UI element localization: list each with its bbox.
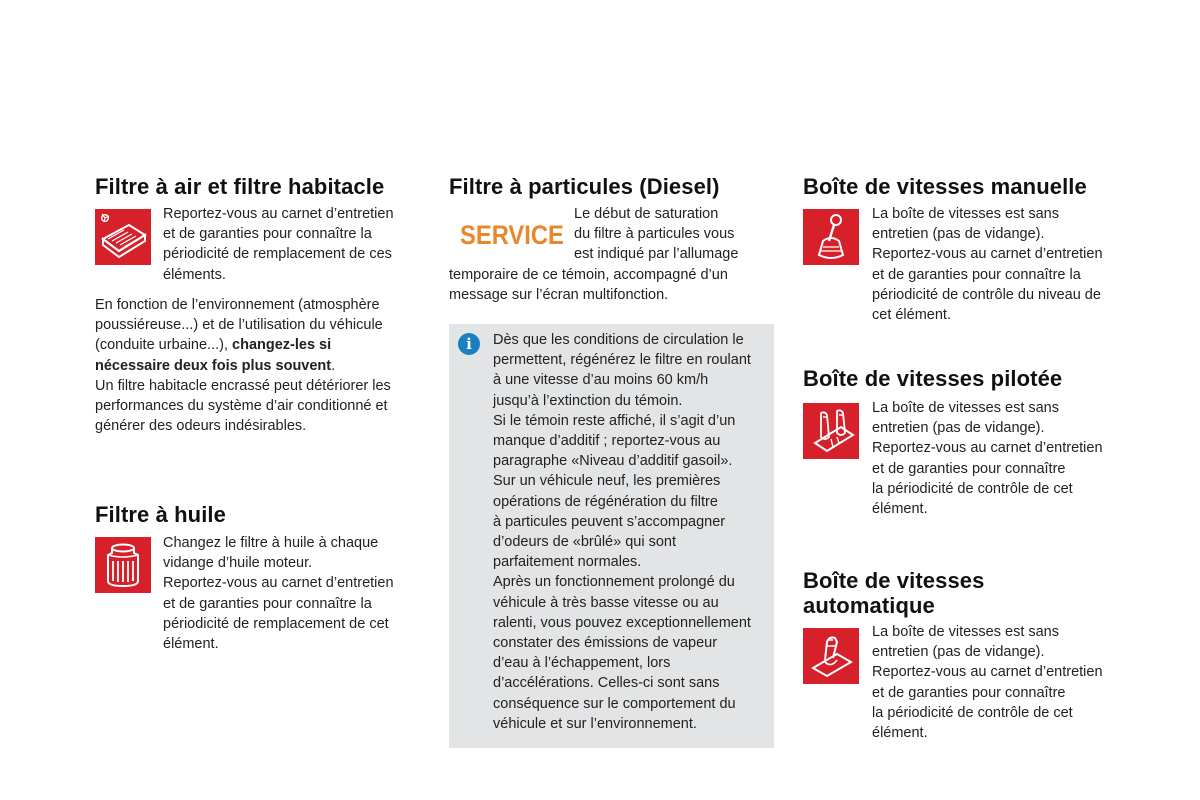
automatic-gearbox-icon [803,628,859,684]
text-line: poussiéreuse...) et de l’utilisation du véhicule [95,317,383,334]
text-line: élément. [872,725,928,742]
text-line: Changez le filtre à huile à chaque [163,535,379,551]
particle-filter-side-text [574,204,738,265]
title-line: automatique [803,593,935,618]
text-line: cet élément. [872,307,951,324]
text-line: Si le témoin reste affiché, il s’agit d’un [493,412,736,429]
text-line: Reportez-vous au carnet d’entretien [163,575,394,592]
air-filter-text [163,204,394,285]
text-line: Le début de saturation [574,206,719,222]
text-line: manque d’additif ; reportez-vous au [493,433,721,450]
text-line: entretien (pas de vidange). [872,420,1045,437]
piloted-gearbox-text [872,398,1103,519]
text-line: Dès que les conditions de circulation le [493,332,744,348]
text-line: et de garanties pour connaître la [163,595,372,612]
air-filter-icon [95,209,151,265]
text-line [95,356,391,376]
emphasis-text: nécessaire deux fois plus souvent [95,357,332,374]
service-warning-label: SERVICE [460,220,564,250]
text-line: Reportez-vous au carnet d’entretien [872,664,1103,681]
text-line: constater des émissions de vapeur [493,635,718,652]
text-line: La boîte de vitesses est sans [872,206,1059,222]
text-line: la périodicité de contrôle de cet [872,480,1073,497]
text-line: la périodicité de contrôle de cet [872,704,1073,721]
text-line: périodicité de remplacement de cet [163,615,389,632]
text-line: vidange d’huile moteur. [163,555,313,572]
text-line: d’eau à l’échappement, lors [493,655,671,672]
section-title-particle-filter: Filtre à particules (Diesel) [449,174,720,199]
text-line: à particules peuvent s’accompagner [493,513,726,530]
text-line: véhicule et sur l’environnement. [493,715,697,732]
text-line: Reportez-vous au carnet d’entretien [163,206,394,222]
oil-filter-text [163,533,394,654]
oil-filter-icon [95,537,151,593]
text-line: La boîte de vitesses est sans [872,400,1059,416]
section-title-automatic-gearbox [803,568,984,618]
text-line: élément. [872,501,928,518]
text-line: permettent, régénérez le filtre en roulant [493,352,751,369]
air-filter-paragraph [95,295,391,436]
particle-filter-text [449,265,728,305]
text-span: (conduite urbaine...), [95,337,233,354]
text-line: Reportez-vous au carnet d’entretien [872,246,1103,263]
text-line: et de garanties pour connaître [872,684,1066,701]
text-line: performances du système d’air conditionné et [95,398,388,415]
section-title-piloted-gearbox: Boîte de vitesses pilotée [803,366,1063,391]
text-line: jusqu’à l’extinction du témoin. [493,392,683,409]
manual-gearbox-text [872,204,1103,325]
text-line: d’odeurs de «brûlé» qui sont [493,534,676,551]
text-line: paragraphe «Niveau d’additif gasoil». [493,453,733,470]
text-line: conséquence sur le comportement du [493,695,736,712]
text-line: message sur l’écran multifonction. [449,287,669,304]
text-line: d’accélérations. Celles-ci sont sans [493,675,720,692]
info-icon: i [458,333,480,355]
text-line: et de garanties pour connaître la [163,226,372,243]
piloted-gearbox-icon [803,403,859,459]
text-line: générer des odeurs indésirables. [95,418,307,435]
text-line: entretien (pas de vidange). [872,226,1045,243]
emphasis-text: changez-les si [232,337,332,354]
text-line [95,335,391,355]
text-line: En fonction de l’environnement (atmosphère [95,297,380,313]
text-line: et de garanties pour connaître [872,460,1066,477]
text-line: Un filtre habitacle encrassé peut détériorer les [95,377,391,394]
text-line: Après un fonctionnement prolongé du [493,574,735,591]
text-span: . [331,357,336,374]
text-line: ralenti, vous pouvez exceptionnellement [493,614,751,631]
text-line: et de garanties pour connaître la [872,266,1081,283]
automatic-gearbox-text [872,622,1103,743]
text-line: du filtre à particules vous [574,226,735,243]
section-title-oil-filter: Filtre à huile [95,502,226,527]
manual-gearbox-icon [803,209,859,265]
text-line: entretien (pas de vidange). [872,644,1045,661]
section-title-manual-gearbox: Boîte de vitesses manuelle [803,174,1087,199]
text-line: Reportez-vous au carnet d’entretien [872,440,1103,457]
text-line: est indiqué par l’allumage [574,246,739,263]
text-line: opérations de régénération du filtre [493,493,718,510]
text-line: éléments. [163,266,226,283]
text-line: La boîte de vitesses est sans [872,624,1059,640]
text-line: élément. [163,636,219,653]
text-line: Sur un véhicule neuf, les premières [493,473,721,490]
text-line: véhicule à très basse vitesse ou au [493,594,719,611]
info-box-text [493,330,751,734]
text-line: périodicité de remplacement de ces [163,246,392,263]
title-line: Boîte de vitesses [803,568,985,593]
text-line: parfaitement normales. [493,554,642,571]
text-line: temporaire de ce témoin, accompagné d’un [449,267,728,283]
section-title-air-filter: Filtre à air et filtre habitacle [95,174,385,199]
text-line: périodicité de contrôle du niveau de [872,286,1101,303]
text-line: à une vitesse d’au moins 60 km/h [493,372,709,389]
